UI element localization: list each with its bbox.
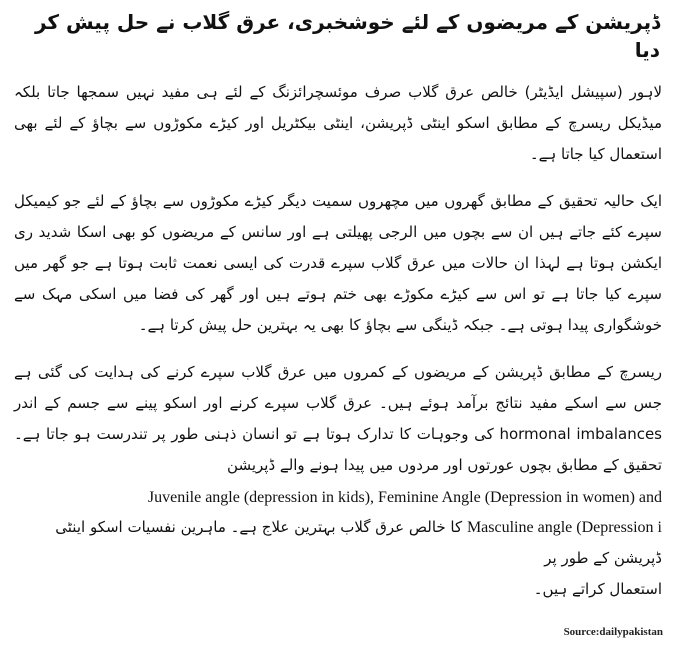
closing-line: استعمال کراتے ہیں۔ xyxy=(533,580,662,598)
article-paragraph-research: ایک حالیہ تحقیق کے مطابق گھروں میں مچھروں سمیت دیگر کیڑے مکوڑوں سے بچاؤ کے لئے جو کیمیکل سپرے کئے جاتے ہیں ان سے بچوں میں الرجی پھیلتی ہے اور سانس کے مریضوں کو بھی اسکا شدید ری ایکشن ہوتا ہے لہذا ان حالات میں عرق گلاب سپرے قدرت کی ایسی نعمت ثابت ہوتا ہے جو گھر میں سپرے کیا جاتا ہے تو اس سے کیڑے مکوڑے بھی ختم ہوتے ہیں اور گھر کی فضا میں اسکی مہک سے خوشگواری پیدا ہوتی ہے۔ جبکہ ڈینگی سے بچاؤ کا بھی یہ بہترین حل پیش کرتا ہے۔ xyxy=(14,192,662,334)
treatment-text: کا خالص عرق گلاب بہترین علاج ہے۔ ماہرین نفسیات اسکو اینٹی ڈپریشن کے طور پر xyxy=(55,518,662,567)
article-paragraph-intro: لاہور (سپیشل ایڈیٹر) خالص عرق گلاب صرف موئسچرائزنگ کے لئے ہی مفید نہیں سمجھا جاتا بلکہ میڈیکل ریسرچ کے مطابق اسکو اینٹی ڈپریشن، اینٹی بیکٹریل اور کیڑے مکوڑوں سے بچاؤ کے لئے بھی استعمال کیا جاتا ہے۔ xyxy=(14,83,662,163)
article-headline: ڈپریشن کے مریضوں کے لئے خوشخبری، عرق گلاب نے حل پیش کر دیا xyxy=(34,10,660,62)
masculine-angle-text: Masculine angle (Depression i xyxy=(466,519,662,536)
english-angles-line: Juvenile angle (depression in kids), Feminine Angle (Depression in women) and xyxy=(147,489,662,506)
news-article xyxy=(14,8,662,605)
source-credit: Source:dailypakistan xyxy=(563,626,663,638)
mixed-language-line xyxy=(14,512,662,574)
article-paragraph-depression: ریسرچ کے مطابق ڈپریشن کے مریضوں کے کمروں میں عرق گلاب سپرے کرنے کی ہدایت کی گئی ہے جس سے اسکے مفید نتائج برآمد ہوئے ہیں۔ عرق گلاب سپرے کرنے اور اسکو پینے سے جسم کے اندر hormonal imbalances کی وجوہات کا تدارک ہوتا ہے تو انسان ذہنی طور پر تندرست ہو جاتا ہے۔ تحقیق کے مطابق بچوں عورتوں اور مردوں میں پیدا ہونے والے ڈپریشن xyxy=(14,363,662,474)
